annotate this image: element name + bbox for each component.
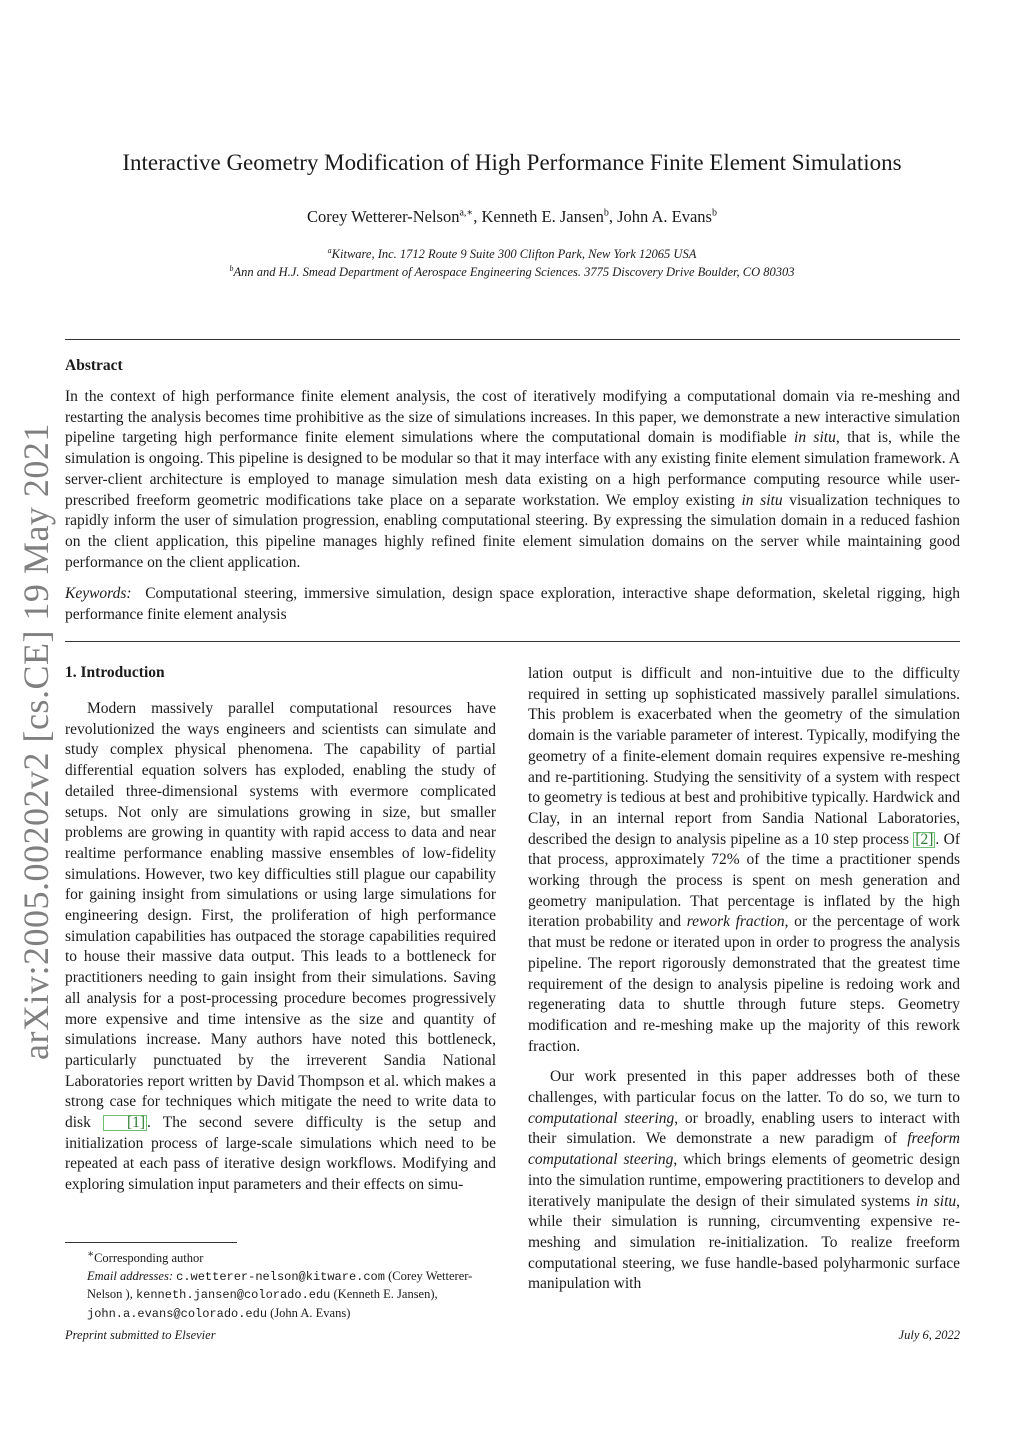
paragraph-text: , which brings elements of geometric design into the simulation runtime, empowering practitioners to develop and iteratively manipulate the design of their simulated systems	[528, 1151, 960, 1210]
intro-paragraph	[65, 699, 496, 1196]
paper-title: Interactive Geometry Modification of High Performance Finite Element Simulations	[122, 150, 902, 175]
paragraph-text: lation output is difficult and non-intuitive due to the difficulty required in setting up sophisticated massively parallel simulations. This problem is exacerbated when the geometry of the simulation domain is the variable parameter of interest. Typically, modifying the geometry of a finite-element domain requires expensive re-meshing and re-partitioning. Studying the sensitivity of a system with respect to geometry is tedious at best and prohibitive typically. Hardwick and Clay, in an internal report from Sandia National Laboratories, described the design to analysis pipeline as a 10 step process	[528, 665, 960, 848]
email-link[interactable]: c.wetterer-nelson@kitware.com	[176, 1269, 385, 1284]
affiliation-mark: a	[327, 246, 332, 255]
abstract-emphasis: in situ	[741, 491, 783, 509]
emphasis-text: rework fraction	[686, 913, 785, 931]
paragraph-text: . The second severe difficulty is the setup and initialization process of large-scale simulations which need to be repeated at each pass of iterative design workflows. Modifying and exploring simulation input parameters and their effects on simu-	[65, 1114, 496, 1194]
emphasis-text: in situ	[915, 1192, 957, 1210]
author-separator: ,	[608, 207, 618, 226]
keywords-block	[65, 584, 960, 625]
paragraph-text: Our work presented in this paper addresses both of these challenges, with particular focus on the latter. To do so, we turn to	[528, 1068, 960, 1107]
email-owner: (Kenneth E. Jansen),	[330, 1287, 438, 1302]
email-owner: (John A. Evans)	[267, 1305, 351, 1320]
email-owner: (Corey Wetterer-Nelson ),	[87, 1268, 473, 1302]
arxiv-side-stamp: arXiv:2005.00202v2 [cs.CE] 19 May 2021	[16, 423, 56, 1060]
footer-preprint-note: Preprint submitted to Elsevier	[65, 1328, 216, 1342]
abstract-emphasis: in situ	[794, 429, 836, 447]
email-link[interactable]: kenneth.jansen@colorado.edu	[135, 1288, 331, 1303]
right-column	[528, 664, 960, 1305]
section-heading: 1. Introduction	[65, 664, 165, 681]
author-affiliation-mark: b	[603, 207, 609, 219]
footnote	[65, 1246, 496, 1323]
author-name: Corey Wetterer-Nelson	[307, 207, 460, 226]
emphasis-text: freeform computational steering	[528, 1130, 960, 1169]
footnote-corresponding	[65, 1246, 496, 1268]
citation-link[interactable]: [2]	[915, 830, 934, 848]
abstract-bottom-rule	[65, 641, 960, 642]
emphasis-text: computational steering	[528, 1109, 675, 1127]
footer-date: July 6, 2022	[898, 1328, 960, 1342]
email-link[interactable]: john.a.evans@colorado.edu	[87, 1306, 268, 1321]
affiliation-b	[0, 264, 1024, 280]
footnote-rule	[65, 1242, 237, 1243]
affiliation-text: Ann and H.J. Smead Department of Aerospace Engineering Sciences. 3775 Discovery Drive Boulder, CO 80303	[233, 265, 795, 280]
footnote-emails	[65, 1268, 496, 1324]
abstract-body	[65, 387, 960, 573]
email-label: Email addresses:	[87, 1268, 173, 1283]
footnote-text: Corresponding author	[94, 1251, 204, 1266]
paragraph-text: , or broadly, enabling users to interact with their simulation. We demonstrate a new paradigm of	[528, 1109, 960, 1148]
author-affiliation-mark: a,∗	[459, 207, 474, 219]
abstract-text: visualization techniques to rapidly inform the user of simulation progression, enabling computational steering. By expressing the simulation domain in a reduced fashion on the client application, this pipeline manages highly refined finite element simulation domains on the server while maintaining good performance on the client application.	[65, 491, 961, 571]
abstract-text: , that is, while the simulation is ongoing. This pipeline is designed to be modular so that it may interface with any existing finite element simulation framework. A server-client architecture is employed to manage simulation mesh data existing on a high performance computing resource while user-prescribed freeform geometric modifications take place on a separate workstation. We employ existing	[65, 429, 960, 509]
paragraph-text: Modern massively parallel computational resources have revolutionized the ways engineers and scientists can simulate and study complex physical phenomena. The capability of partial differential equation solvers has exploded, enabling the study of detailed three-dimensional systems with evermore complicated setups. Not only are simulations growing in size, but smaller problems are growing in quantity with rapid access to data and near realtime performance enabling massive ensembles of low-fidelity simulations. However, two key difficulties still plague our capability for gaining insight from simulations or using large simulations for engineering design. First, the proliferation of high performance simulation capabilities has outpaced the storage capabilities required to house their massive data output. This leads to a bottleneck for practitioners needing to gain insight from their simulations. Saving all analysis for a post-processing procedure becomes progressively more expensive and time intensive as the size and quantity of simulations increase. Many authors have noted this bottleneck, particularly punctuated by the irreverent Sandia National Laboratories report written by David Thompson et al. which makes a strong case for techniques which mitigate the need to write data to disk	[65, 700, 496, 1132]
author-affiliation-mark: b	[711, 207, 717, 219]
intro-paragraph-continued	[528, 664, 960, 1057]
author-name: Kenneth E. Jansen	[481, 207, 604, 226]
intro-paragraph	[528, 1067, 960, 1295]
left-column	[65, 699, 496, 1196]
abstract-top-rule	[65, 339, 960, 340]
author-separator: ,	[473, 207, 482, 226]
affiliation-text: Kitware, Inc. 1712 Route 9 Suite 300 Clifton Park, New York 12065 USA	[331, 247, 697, 262]
keywords-label: Keywords:	[65, 585, 132, 602]
keywords-text: Computational steering, immersive simulation, design space exploration, interactive shape deformation, skeletal rigging, high performance finite element analysis	[65, 585, 960, 623]
paragraph-text: , while their simulation is running, circumventing expensive re-meshing and simulation re-initialization. To realize freeform computational steering, we fuse handle-based polyharmonic surface manipulation with	[528, 1192, 960, 1293]
author-name: John A. Evans	[617, 207, 712, 226]
author-list	[0, 207, 1024, 227]
citation-link[interactable]: [1]	[103, 1115, 147, 1131]
footnote-mark: ∗	[87, 1249, 95, 1260]
affiliation-a	[0, 246, 1024, 262]
affiliation-mark: b	[229, 264, 234, 273]
paragraph-text: . Of that process, approximately 72% of the time a practitioner spends working through the process is spent on mesh generation and geometry manipulation. That percentage is inflated by the high iteration probability and	[528, 830, 960, 931]
abstract-heading: Abstract	[65, 357, 123, 374]
abstract-text: In the context of high performance finite element analysis, the cost of iteratively modifying a computational domain via re-meshing and restarting the analysis becomes time prohibitive as the size of simulations increases. In this paper, we demonstrate a new interactive simulation pipeline targeting high performance finite element simulations where the computational domain is modifiable	[65, 388, 960, 447]
paragraph-text: , or the percentage of work that must be redone or iterated upon in order to progress the analysis pipeline. The report rigorously demonstrated that the greatest time requirement of the design to analysis pipeline is redoing work and regenerating data to shuttle through future steps. Geometry modification and re-meshing make up the majority of this rework fraction.	[528, 913, 960, 1055]
